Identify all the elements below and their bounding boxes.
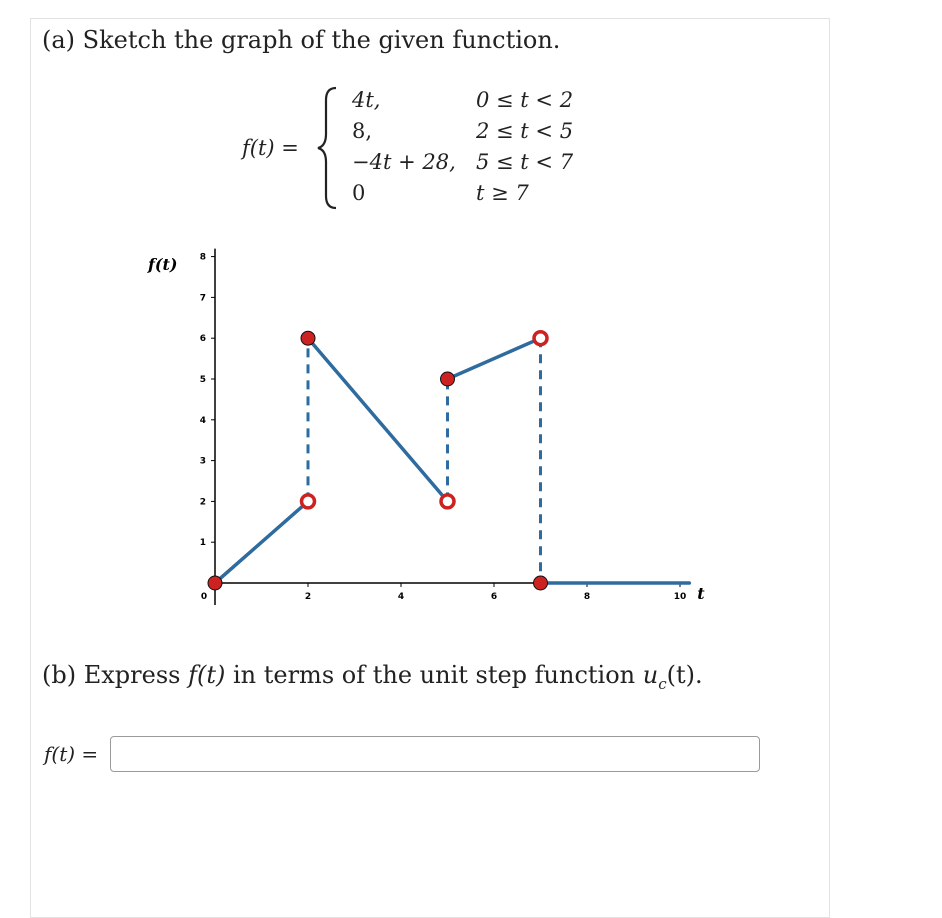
y-tick-label: 3 [199, 456, 206, 467]
x-tick-label: 4 [397, 592, 405, 602]
part-b-u-sub: c [658, 674, 667, 693]
part-b-f: f(t) [188, 661, 226, 689]
y-tick-label: 1 [199, 538, 206, 549]
y-tick-label: 4 [199, 415, 206, 426]
open-point [441, 495, 454, 508]
answer-label: f(t) = [44, 742, 99, 766]
y-tick-label: 6 [199, 334, 206, 345]
x-tick-label: 2 [304, 592, 312, 602]
x-tick-label: 0 [200, 592, 208, 602]
answer-input[interactable] [110, 736, 760, 772]
case-expr-3: −4t + 28, [352, 150, 456, 174]
graph-segment [308, 338, 448, 501]
closed-point [441, 372, 455, 386]
y-tick-label: 5 [199, 375, 206, 385]
part-b-text-post: (t). [666, 661, 703, 689]
case-expr-4: 0 [352, 181, 366, 205]
open-point [302, 495, 315, 508]
part-a-prompt: (a) Sketch the graph of the given function. [42, 26, 561, 54]
open-point [534, 332, 547, 345]
equation-lhs: f(t) = [242, 136, 299, 160]
part-b-text-pre: (b) Express [42, 661, 189, 689]
case-expr-1: 4t, [352, 88, 381, 112]
y-tick-label: 2 [199, 497, 206, 508]
part-b-u: u [642, 661, 659, 689]
case-expr-2: 8, [352, 119, 373, 143]
x-tick-label: 6 [490, 592, 498, 602]
closed-point [534, 576, 548, 590]
y-axis-label: f(t) [148, 255, 178, 274]
part-b-text-mid: in terms of the unit step function [225, 661, 643, 689]
closed-point [301, 331, 315, 345]
x-tick-label: 8 [583, 592, 591, 602]
graph-segment [448, 338, 541, 379]
case-cond-4: t ≥ 7 [476, 181, 529, 205]
case-cond-1: 0 ≤ t < 2 [476, 88, 574, 112]
closed-point [208, 576, 222, 590]
case-cond-2: 2 ≤ t < 5 [476, 119, 574, 143]
y-tick-label: 8 [199, 252, 206, 263]
graph-segment [215, 501, 308, 583]
part-b-prompt [42, 661, 703, 693]
x-tick-label: 10 [673, 592, 687, 602]
case-cond-3: 5 ≤ t < 7 [476, 150, 574, 174]
y-tick-label: 7 [199, 293, 206, 304]
x-axis-label: t [697, 584, 705, 603]
